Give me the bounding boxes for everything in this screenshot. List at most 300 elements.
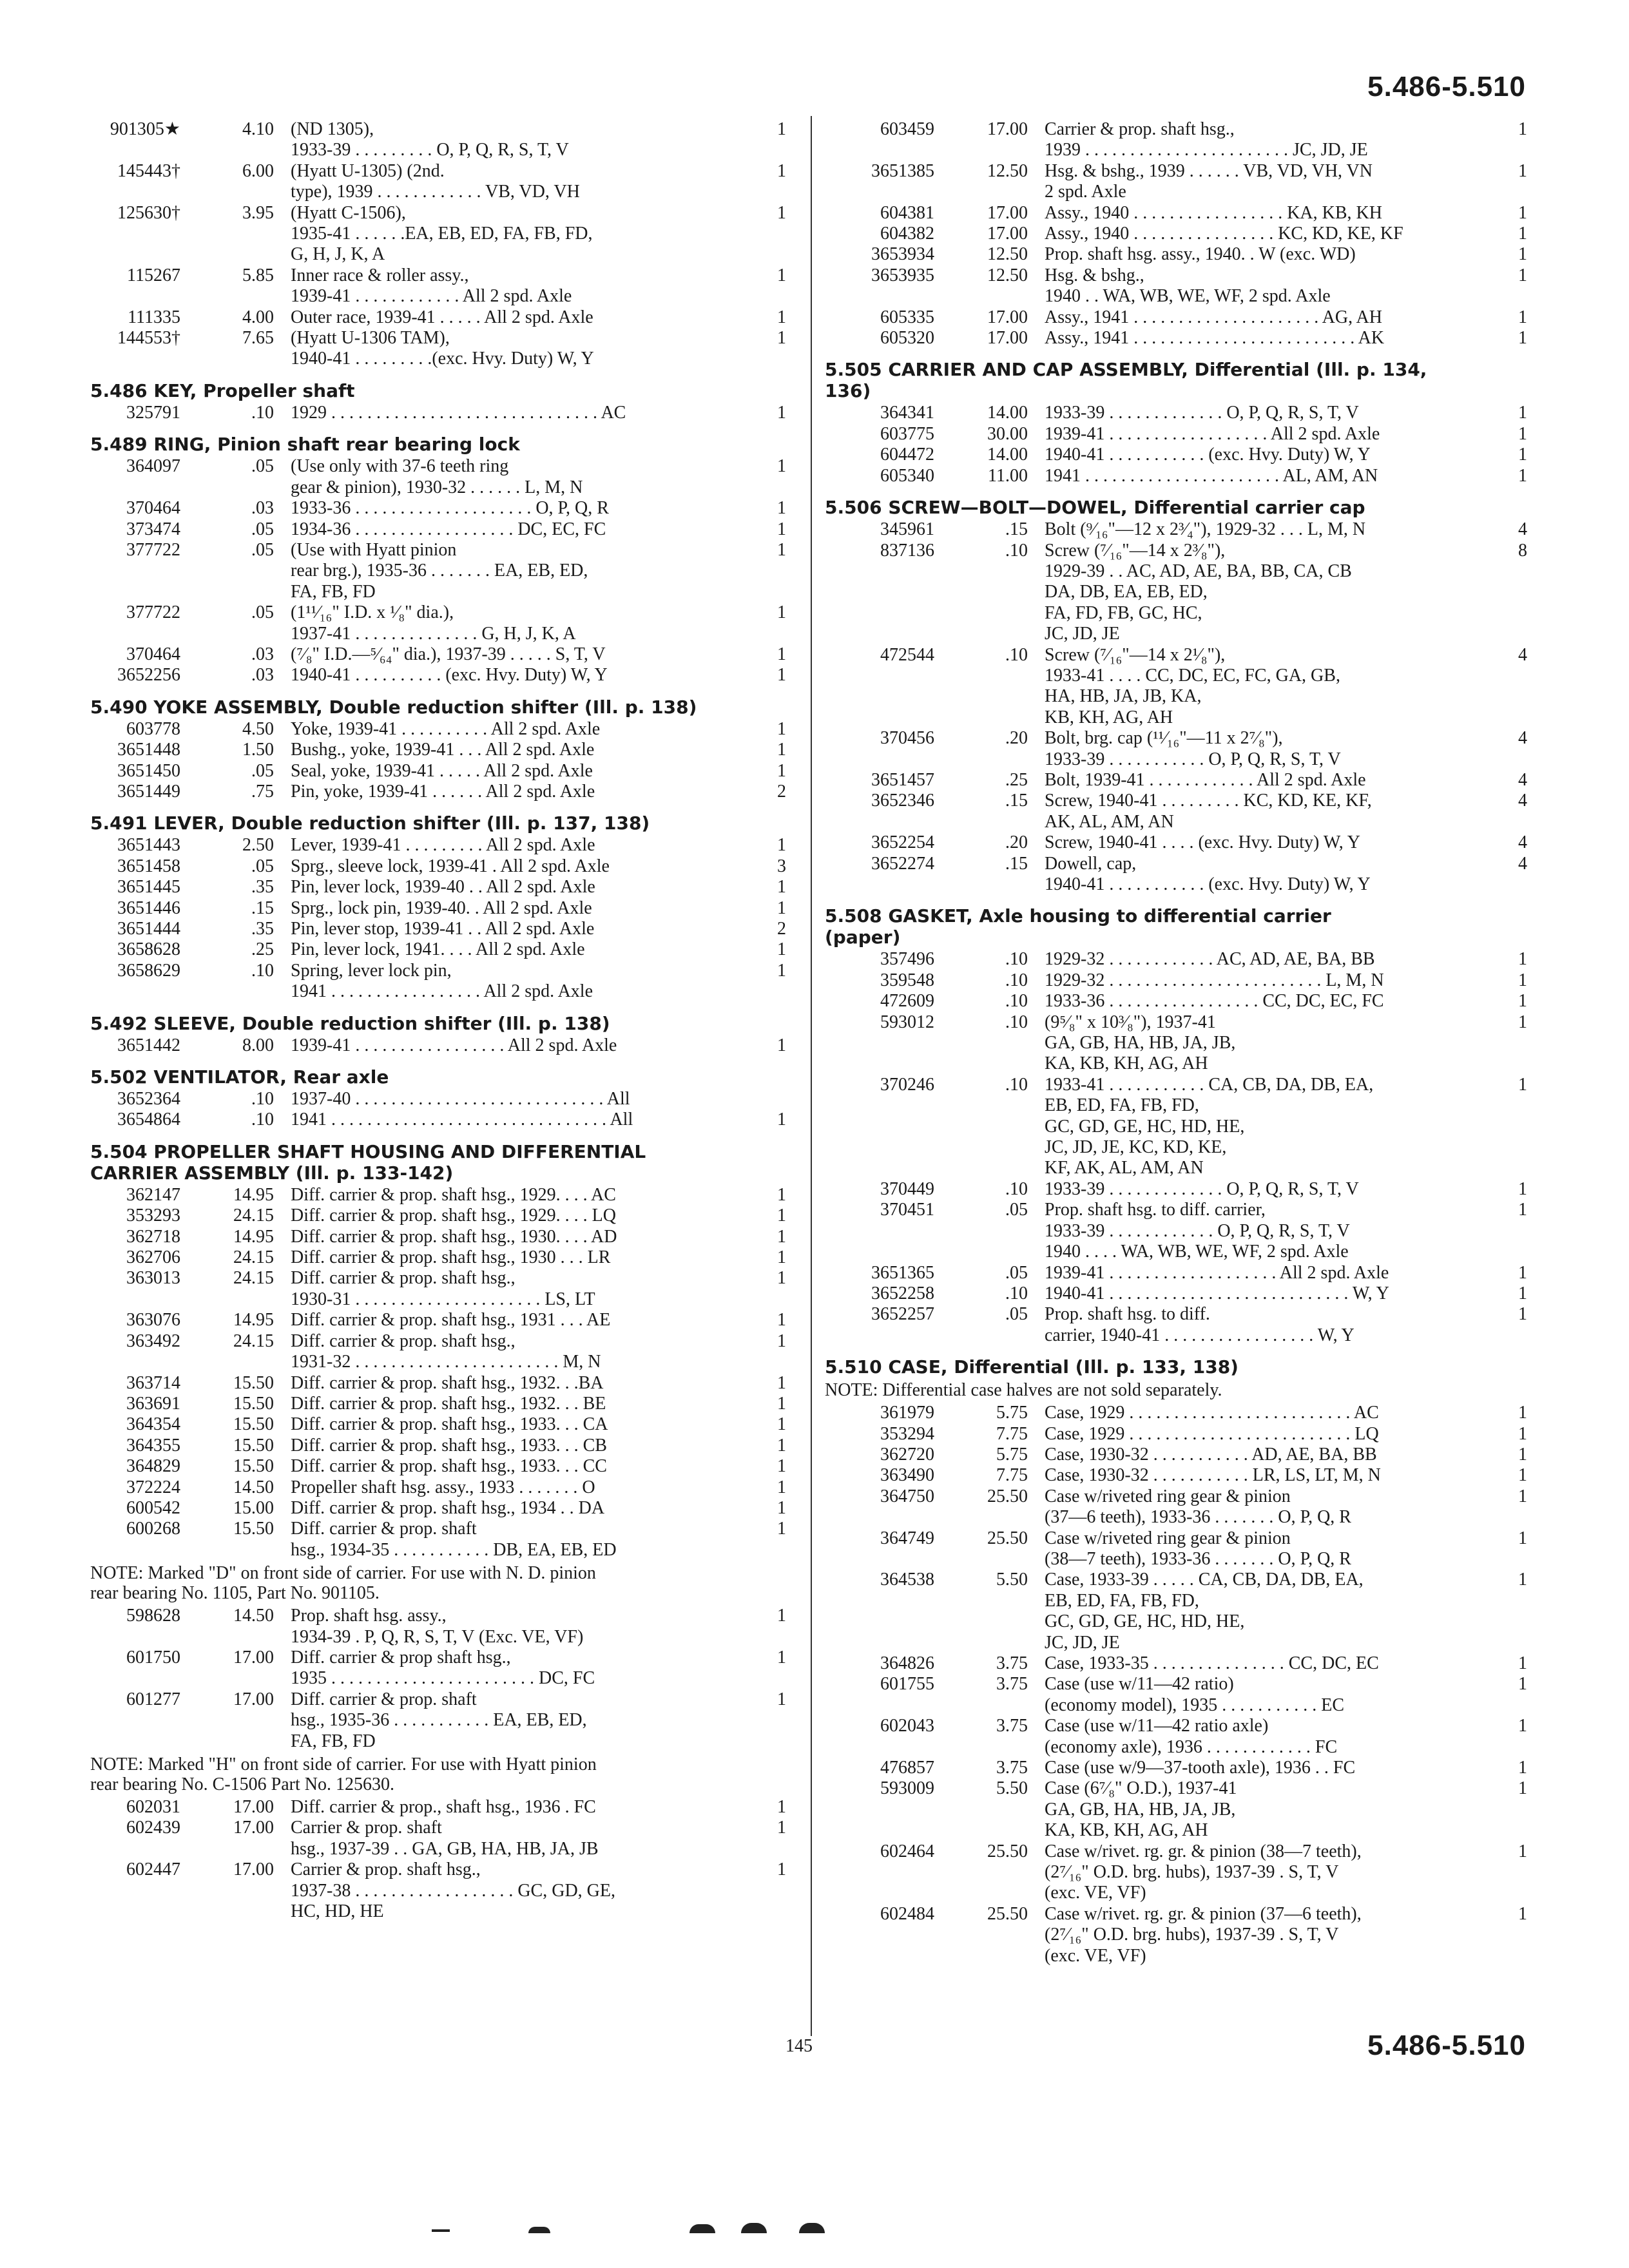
part-price: 3.95 — [242, 202, 274, 223]
part-number: 605340 — [880, 465, 934, 486]
part-price: 3.75 — [996, 1653, 1028, 1673]
part-price: 14.00 — [987, 445, 1028, 465]
parts-row — [90, 1860, 786, 1922]
parts-row — [90, 1206, 786, 1226]
part-quantity: 1 — [777, 1226, 786, 1247]
part-quantity: 1 — [777, 898, 786, 918]
parts-row — [90, 1498, 786, 1519]
part-number: 603778 — [126, 718, 180, 739]
part-price: 1.50 — [242, 740, 274, 760]
parts-row — [825, 265, 1527, 307]
part-price: 5.50 — [996, 1778, 1028, 1799]
part-quantity: 1 — [1518, 1423, 1527, 1444]
part-number: 115267 — [127, 265, 180, 285]
part-price: .35 — [251, 919, 274, 939]
part-quantity: 1 — [1518, 1304, 1527, 1325]
part-price: .15 — [1005, 519, 1028, 540]
part-number: 353293 — [126, 1206, 180, 1226]
part-number: 602484 — [880, 1903, 934, 1924]
part-quantity: 4 — [1518, 728, 1527, 749]
part-price: 15.50 — [233, 1435, 274, 1456]
part-quantity: 1 — [1518, 1283, 1527, 1303]
part-description: Diff. carrier & prop. shaft hsg., 1934 . . DA — [291, 1497, 605, 1518]
parts-row — [90, 1818, 786, 1860]
part-description: Screw, 1940-41 . . . . (exc. Hvy. Duty) W, Y — [1045, 832, 1360, 853]
part-description: Assy., 1941 . . . . . . . . . . . . . . . . . . . . . AG, AH — [1045, 307, 1382, 327]
part-number: 3651457 — [871, 769, 934, 790]
parts-row — [825, 949, 1527, 970]
part-price: .25 — [251, 939, 274, 960]
part-price: 3.75 — [996, 1758, 1028, 1778]
part-price: .05 — [251, 539, 274, 560]
parts-row — [90, 1035, 786, 1056]
part-number: 377722 — [126, 539, 180, 560]
part-price: 17.00 — [987, 119, 1028, 139]
part-number: 370449 — [880, 1178, 934, 1199]
parts-row — [825, 1841, 1527, 1904]
part-price: 14.00 — [987, 403, 1028, 423]
parts-row — [90, 203, 786, 265]
parts-row — [90, 1414, 786, 1435]
part-number: 3653934 — [871, 244, 934, 265]
part-price: 17.00 — [987, 307, 1028, 327]
parts-row — [90, 644, 786, 665]
part-description: 1939-41 . . . . . . . . . . . . . . . . . All 2 spd. Axle — [291, 1035, 617, 1055]
part-description: Diff. carrier & prop., shaft hsg., 1936 . FC — [291, 1797, 596, 1817]
part-price: 24.15 — [233, 1268, 274, 1289]
part-quantity: 1 — [777, 265, 786, 285]
parts-row — [90, 740, 786, 760]
part-description: Carrier & prop. shaft hsg., 1937-38 . . . . . . . . . . . . . . . . . . GC, GD, GE, HC, HD, HE — [291, 1860, 615, 1922]
part-price: 25.50 — [987, 1903, 1028, 1924]
part-price: 5.75 — [996, 1444, 1028, 1465]
part-quantity: 1 — [777, 1206, 786, 1226]
part-price: .05 — [251, 456, 274, 477]
part-price: 14.50 — [233, 1606, 274, 1626]
part-description: 1940-41 . . . . . . . . . . . (exc. Hvy. Duty) W, Y — [1045, 445, 1371, 465]
parts-row — [90, 1110, 786, 1130]
parts-row — [825, 161, 1527, 203]
part-price: 14.95 — [233, 1226, 274, 1247]
part-quantity: 1 — [777, 740, 786, 760]
part-description: Spring, lever lock pin, 1941 . . . . . . . . . . . . . . . . . All 2 spd. Axle — [291, 960, 593, 1002]
part-description: Pin, lever lock, 1939-40 . . All 2 spd. Axle — [291, 877, 595, 898]
part-quantity: 3 — [777, 856, 786, 876]
part-description: 1940-41 . . . . . . . . . . . . . . . . . . . . . . . . . . . W, Y — [1045, 1283, 1389, 1303]
part-description: Case, 1933-35 . . . . . . . . . . . . . . . CC, DC, EC — [1045, 1653, 1379, 1673]
part-quantity: 1 — [1518, 224, 1527, 244]
part-number: 3652346 — [871, 791, 934, 811]
part-price: 17.00 — [233, 1818, 274, 1838]
part-price: 25.50 — [987, 1841, 1028, 1861]
part-price: 30.00 — [987, 423, 1028, 444]
parts-row — [90, 265, 786, 307]
part-price: .15 — [1005, 853, 1028, 874]
part-quantity: 4 — [1518, 832, 1527, 853]
part-description: Diff. carrier & prop. shaft hsg., 1930. . . . AD — [291, 1226, 617, 1247]
part-description: Diff. carrier & prop. shaft hsg., 1930-31 . . . . . . . . . . . . . . . . . . . . . LS, LT — [291, 1268, 595, 1309]
part-number: 145443† — [117, 160, 180, 181]
part-number: 125630† — [117, 202, 180, 223]
parts-row — [90, 1648, 786, 1689]
section-heading: 5.506 SCREW—BOLT—DOWEL, Differential carrier cap — [825, 497, 1365, 519]
part-description: Diff. carrier & prop. shaft hsg., 1932. . .BA — [291, 1372, 604, 1393]
part-number: 373474 — [126, 519, 180, 539]
part-quantity: 1 — [1518, 445, 1527, 465]
parts-row — [825, 770, 1527, 791]
part-quantity: 1 — [777, 1268, 786, 1289]
part-description: Diff. carrier & prop. shaft hsg., 1933. . . CB — [291, 1435, 607, 1456]
part-description: 1933-39 . . . . . . . . . . . . . O, P, Q, R, S, T, V — [1045, 403, 1359, 423]
part-price: 15.00 — [233, 1497, 274, 1518]
part-quantity: 1 — [777, 456, 786, 477]
part-quantity: 1 — [777, 877, 786, 898]
part-number: 472609 — [880, 991, 934, 1012]
page-range-footer: 5.486-5.510 — [1367, 2030, 1526, 2061]
part-price: .10 — [251, 1089, 274, 1110]
part-description: Case w/riveted ring gear & pinion (37—6 teeth), 1933-36 . . . . . . . O, P, Q, R — [1045, 1486, 1351, 1528]
part-quantity: 1 — [1518, 949, 1527, 970]
part-number: 370246 — [880, 1074, 934, 1095]
part-number: 3651365 — [871, 1262, 934, 1283]
parts-row — [90, 1797, 786, 1818]
part-quantity: 2 — [777, 781, 786, 802]
section-heading: 5.492 SLEEVE, Double reduction shifter (Ill. p. 138) — [90, 1012, 610, 1034]
parts-row — [90, 1247, 786, 1268]
parts-row — [90, 1394, 786, 1414]
parts-row — [90, 665, 786, 686]
parts-row — [825, 1403, 1527, 1423]
part-description: Diff. carrier & prop. shaft hsg., 1931 . . . AE — [291, 1310, 611, 1331]
part-quantity: 1 — [777, 1110, 786, 1130]
parts-row — [90, 877, 786, 898]
part-quantity: 1 — [777, 160, 786, 181]
parts-row — [90, 119, 786, 161]
part-description: Case (use w/9—37-tooth axle), 1936 . . FC — [1045, 1758, 1356, 1778]
part-price: .75 — [251, 781, 274, 802]
part-description: Screw (⁷⁄₁₆"—14 x 2¹⁄₈"), 1933-41 . . . . CC, DC, EC, FC, GA, GB, HA, HB, JA, JB, KA, KB, KH, AG, AH — [1045, 644, 1340, 727]
part-price: .10 — [1005, 1012, 1028, 1032]
parts-row — [825, 728, 1527, 770]
part-description: 1929-32 . . . . . . . . . . . . . . . . . . . . . . . . L, M, N — [1045, 970, 1384, 990]
part-quantity: 1 — [777, 1797, 786, 1817]
part-description: 1933-39 . . . . . . . . . . . . . O, P, Q, R, S, T, V — [1045, 1178, 1359, 1199]
part-number: 3651449 — [117, 781, 180, 802]
part-number: 364750 — [880, 1486, 934, 1506]
part-price: 24.15 — [233, 1206, 274, 1226]
part-price: 4.50 — [242, 718, 274, 739]
part-price: 15.50 — [233, 1456, 274, 1477]
part-description: 1939-41 . . . . . . . . . . . . . . . . . . All 2 spd. Axle — [1045, 423, 1380, 444]
part-price: 12.50 — [987, 244, 1028, 265]
parts-row — [90, 835, 786, 856]
part-description: Diff. carrier & prop. shaft hsg., 1930 . . . LR — [291, 1247, 611, 1268]
part-price: 17.00 — [987, 202, 1028, 223]
scan-registration-marks — [0, 2216, 1629, 2242]
right-column — [825, 119, 1527, 1966]
part-description: Assy., 1941 . . . . . . . . . . . . . . . . . . . . . . . . . AK — [1045, 328, 1385, 349]
parts-row — [90, 761, 786, 782]
part-description: (Hyatt C-1506), 1935-41 . . . . . .EA, EB, ED, FA, FB, FD, G, H, J, K, A — [291, 202, 593, 265]
part-number: 364538 — [880, 1570, 934, 1590]
part-number: 598628 — [126, 1606, 180, 1626]
parts-row — [825, 1283, 1527, 1304]
part-quantity: 1 — [777, 1519, 786, 1539]
part-price: .20 — [1005, 728, 1028, 749]
part-quantity: 1 — [777, 539, 786, 560]
section-heading: 5.502 VENTILATOR, Rear axle — [90, 1066, 389, 1088]
part-price: 25.50 — [987, 1486, 1028, 1506]
part-price: .15 — [251, 898, 274, 918]
part-number: 3658628 — [117, 939, 180, 960]
part-description: 1937-40 . . . . . . . . . . . . . . . . . . . . . . . . . . . . All — [291, 1089, 630, 1110]
part-price: 5.75 — [996, 1403, 1028, 1423]
part-quantity: 1 — [777, 1372, 786, 1393]
part-quantity: 1 — [777, 307, 786, 327]
part-quantity: 1 — [777, 1606, 786, 1626]
part-description: (Hyatt U-1306 TAM), 1940-41 . . . . . . . . .(exc. Hvy. Duty) W, Y — [291, 328, 594, 369]
part-quantity: 1 — [1518, 1903, 1527, 1924]
part-price: 17.00 — [987, 224, 1028, 244]
parts-row — [825, 1179, 1527, 1200]
part-quantity: 1 — [777, 1689, 786, 1709]
part-description: 1929-32 . . . . . . . . . . . . AC, AD, AE, BA, BB — [1045, 949, 1375, 970]
part-number: 359548 — [880, 970, 934, 990]
parts-row — [90, 456, 786, 498]
part-description: Case (6⁷⁄₈" O.D.), 1937-41 GA, GB, HA, HB, JA, JB, KA, KB, KH, AG, AH — [1045, 1778, 1237, 1841]
part-number: 3651446 — [117, 898, 180, 918]
part-description: Case, 1929 . . . . . . . . . . . . . . . . . . . . . . . . . LQ — [1045, 1423, 1379, 1444]
parts-row — [90, 961, 786, 1003]
page-range-header: 5.486-5.510 — [1367, 71, 1526, 102]
part-number: 3653935 — [871, 265, 934, 285]
part-description: 1933-36 . . . . . . . . . . . . . . . . . . . . O, P, Q, R — [291, 498, 609, 519]
catalog-note: NOTE: Marked "H" on front side of carrier. For use with Hyatt pinion rear bearing No. C-1506 Part No. 125630. — [90, 1754, 597, 1794]
part-description: Prop. shaft hsg. to diff. carrier, 1940-41 . . . . . . . . . . . . . . . . . W, Y — [1045, 1304, 1354, 1345]
part-price: 6.00 — [242, 160, 274, 181]
part-price: .05 — [251, 760, 274, 781]
part-price: .20 — [1005, 832, 1028, 853]
part-price: 17.00 — [233, 1860, 274, 1880]
part-number: 364097 — [126, 456, 180, 477]
part-quantity: 1 — [1518, 403, 1527, 423]
section-heading: 5.490 YOKE ASSEMBLY, Double reduction shifter (Ill. p. 138) — [90, 696, 697, 718]
part-description: (9⁵⁄₈" x 10³⁄₈"), 1937-41 GA, GB, HA, HB, JA, JB, KA, KB, KH, AG, AH — [1045, 1012, 1236, 1074]
part-description: Pin, lever stop, 1939-41 . . All 2 spd. Axle — [291, 919, 595, 939]
part-quantity: 1 — [1518, 1528, 1527, 1548]
parts-row — [90, 939, 786, 960]
part-description: Lever, 1939-41 . . . . . . . . . All 2 spd. Axle — [291, 835, 595, 856]
part-price: .35 — [251, 877, 274, 898]
parts-row — [825, 791, 1527, 832]
part-quantity: 1 — [1518, 991, 1527, 1012]
part-price: 8.00 — [242, 1035, 274, 1055]
part-quantity: 1 — [777, 1414, 786, 1435]
part-quantity: 1 — [1518, 1716, 1527, 1736]
part-quantity: 1 — [777, 1860, 786, 1880]
part-description: Bolt, brg. cap (¹¹⁄₁₆"—11 x 2⁷⁄₈"), 1933-39 . . . . . . . . . . . O, P, Q, R, S, T, V — [1045, 728, 1341, 769]
part-number: 604382 — [880, 224, 934, 244]
part-number: 3651450 — [117, 760, 180, 781]
parts-row — [90, 1185, 786, 1206]
part-quantity: 1 — [1518, 1012, 1527, 1032]
part-number: 144553† — [117, 328, 180, 349]
part-price: 12.50 — [987, 160, 1028, 181]
part-quantity: 1 — [777, 1393, 786, 1414]
part-price: 11.00 — [988, 465, 1028, 486]
part-price: 15.50 — [233, 1372, 274, 1393]
part-quantity: 1 — [1518, 1262, 1527, 1283]
part-description: Case w/riveted ring gear & pinion (38—7 teeth), 1933-36 . . . . . . . O, P, Q, R — [1045, 1528, 1351, 1569]
part-description: Pin, yoke, 1939-41 . . . . . . All 2 spd. Axle — [291, 781, 595, 802]
part-quantity: 1 — [777, 1435, 786, 1456]
part-description: Diff. carrier & prop. shaft hsg., 1931-32 . . . . . . . . . . . . . . . . . . . . . . . M, N — [291, 1331, 601, 1372]
part-quantity: 1 — [777, 202, 786, 223]
parts-row — [825, 1904, 1527, 1966]
parts-row — [90, 602, 786, 644]
part-number: 364826 — [880, 1653, 934, 1673]
part-price: 24.15 — [233, 1247, 274, 1268]
part-quantity: 1 — [1518, 970, 1527, 990]
part-number: 593012 — [880, 1012, 934, 1032]
part-number: 601750 — [126, 1647, 180, 1667]
part-price: .10 — [251, 960, 274, 981]
parts-row — [825, 541, 1527, 645]
part-description: Prop. shaft hsg. assy., 1934-39 . P, Q, R, S, T, V (Exc. VE, VF) — [291, 1606, 584, 1647]
part-number: 3652254 — [871, 832, 934, 853]
part-quantity: 1 — [777, 718, 786, 739]
part-quantity: 1 — [1518, 119, 1527, 139]
parts-row — [90, 1606, 786, 1648]
parts-row — [90, 1268, 786, 1310]
part-description: Case w/rivet. rg. gr. & pinion (38—7 teeth), (2⁷⁄₁₆" O.D. brg. hubs), 1937-39 . S, T, V (exc. VE, VF) — [1045, 1841, 1362, 1903]
part-number: 601755 — [880, 1674, 934, 1695]
part-quantity: 1 — [1518, 328, 1527, 349]
parts-row — [825, 519, 1527, 540]
part-quantity: 1 — [777, 1184, 786, 1205]
part-number: 603775 — [880, 423, 934, 444]
part-price: .10 — [251, 1110, 274, 1130]
parts-row — [90, 328, 786, 370]
part-price: .05 — [251, 519, 274, 539]
part-number: 600268 — [126, 1519, 180, 1539]
part-quantity: 1 — [1518, 1465, 1527, 1486]
part-number: 370451 — [880, 1200, 934, 1220]
parts-row — [825, 1012, 1527, 1075]
parts-row — [90, 1477, 786, 1498]
parts-row — [825, 1570, 1527, 1653]
part-description: Diff. carrier & prop. shaft hsg., 1933. . . CA — [291, 1414, 608, 1435]
part-quantity: 1 — [777, 1247, 786, 1268]
part-price: .05 — [251, 856, 274, 876]
part-description: Screw, 1940-41 . . . . . . . . . KC, KD, KE, KF, AK, AL, AM, AN — [1045, 791, 1372, 832]
part-number: 362720 — [880, 1444, 934, 1465]
part-number: 593009 — [880, 1778, 934, 1799]
section-heading: 5.505 CARRIER AND CAP ASSEMBLY, Differential (Ill. p. 134, 136) — [825, 359, 1427, 402]
part-price: .03 — [251, 665, 274, 686]
part-price: .05 — [1005, 1262, 1028, 1283]
part-price: 3.75 — [996, 1716, 1028, 1736]
section-heading: 5.504 PROPELLER SHAFT HOUSING AND DIFFERENTIAL CARRIER ASSEMBLY (Ill. p. 133-142) — [90, 1140, 646, 1184]
part-quantity: 1 — [1518, 1570, 1527, 1590]
parts-row — [825, 1263, 1527, 1283]
parts-row — [825, 1674, 1527, 1716]
part-number: 901305★ — [110, 119, 180, 139]
part-number: 3651442 — [117, 1035, 180, 1055]
part-quantity: 1 — [1518, 1674, 1527, 1695]
part-quantity: 1 — [1518, 1778, 1527, 1799]
parts-row — [90, 519, 786, 540]
part-quantity: 1 — [1518, 1653, 1527, 1673]
part-price: .10 — [1005, 540, 1028, 561]
part-description: (⁷⁄₈" I.D.—⁵⁄₆₄" dia.), 1937-39 . . . . . S, T, V — [291, 644, 606, 664]
part-description: Case (use w/11—42 ratio) (economy model), 1935 . . . . . . . . . . . EC — [1045, 1674, 1345, 1715]
part-price: 14.50 — [233, 1477, 274, 1497]
part-description: Case, 1930-32 . . . . . . . . . . . AD, AE, BA, BB — [1045, 1444, 1377, 1465]
section-heading: 5.510 CASE, Differential (Ill. p. 133, 138) — [825, 1356, 1239, 1378]
part-description: Outer race, 1939-41 . . . . . All 2 spd. Axle — [291, 307, 593, 327]
part-number: 472544 — [880, 644, 934, 665]
part-description: Case (use w/11—42 ratio axle) (economy axle), 1936 . . . . . . . . . . . . FC — [1045, 1716, 1338, 1757]
part-price: 17.00 — [987, 328, 1028, 349]
part-price: 25.50 — [987, 1528, 1028, 1548]
part-description: Diff. carrier & prop. shaft hsg., 1935-36 . . . . . . . . . . . EA, EB, ED, FA, FB, FD — [291, 1689, 587, 1751]
part-quantity: 1 — [777, 644, 786, 664]
parts-row — [90, 1373, 786, 1394]
part-number: 3652364 — [117, 1089, 180, 1110]
parts-row — [825, 1653, 1527, 1674]
parts-row — [90, 540, 786, 602]
parts-row — [825, 1075, 1527, 1179]
parts-row — [825, 244, 1527, 265]
parts-row — [825, 1304, 1527, 1346]
part-quantity: 1 — [777, 760, 786, 781]
parts-row — [90, 1456, 786, 1477]
part-quantity: 1 — [1518, 1200, 1527, 1220]
part-number: 604472 — [880, 445, 934, 465]
part-quantity: 4 — [1518, 791, 1527, 811]
parts-row — [825, 1778, 1527, 1841]
part-number: 377722 — [126, 602, 180, 623]
part-quantity: 1 — [777, 328, 786, 349]
parts-row — [90, 782, 786, 802]
part-price: 15.50 — [233, 1393, 274, 1414]
part-quantity: 1 — [777, 1310, 786, 1331]
part-description: Seal, yoke, 1939-41 . . . . . All 2 spd. Axle — [291, 760, 593, 781]
part-quantity: 1 — [1518, 1178, 1527, 1199]
part-description: Bolt (⁹⁄₁₆"—12 x 2³⁄₄"), 1929-32 . . . L, M, N — [1045, 519, 1366, 540]
part-quantity: 1 — [1518, 465, 1527, 486]
part-number: 364355 — [126, 1435, 180, 1456]
part-description: Hsg. & bshg., 1940 . . WA, WB, WE, WF, 2 spd. Axle — [1045, 265, 1331, 307]
part-quantity: 1 — [777, 960, 786, 981]
parts-row — [90, 1089, 786, 1110]
section-heading: 5.489 RING, Pinion shaft rear bearing lock — [90, 434, 520, 456]
parts-row — [825, 328, 1527, 349]
part-number: 603459 — [880, 119, 934, 139]
parts-row — [90, 403, 786, 423]
part-description: Carrier & prop. shaft hsg., 1939 . . . . . . . . . . . . . . . . . . . . . . . JC, JD, JE — [1045, 119, 1368, 160]
part-description: Bushg., yoke, 1939-41 . . . All 2 spd. Axle — [291, 740, 595, 760]
part-price: .05 — [251, 602, 274, 623]
catalog-note: NOTE: Differential case halves are not sold separately. — [825, 1380, 1222, 1401]
part-number: 370456 — [880, 728, 934, 749]
part-number: 364341 — [880, 403, 934, 423]
parts-row — [825, 1200, 1527, 1262]
part-description: 1929 . . . . . . . . . . . . . . . . . . . . . . . . . . . . . . AC — [291, 402, 626, 423]
part-description: Bolt, 1939-41 . . . . . . . . . . . . All 2 spd. Axle — [1045, 769, 1366, 790]
part-description: Diff. carrier & prop shaft hsg., 1935 . . . . . . . . . . . . . . . . . . . . . . . DC, FC — [291, 1647, 595, 1689]
